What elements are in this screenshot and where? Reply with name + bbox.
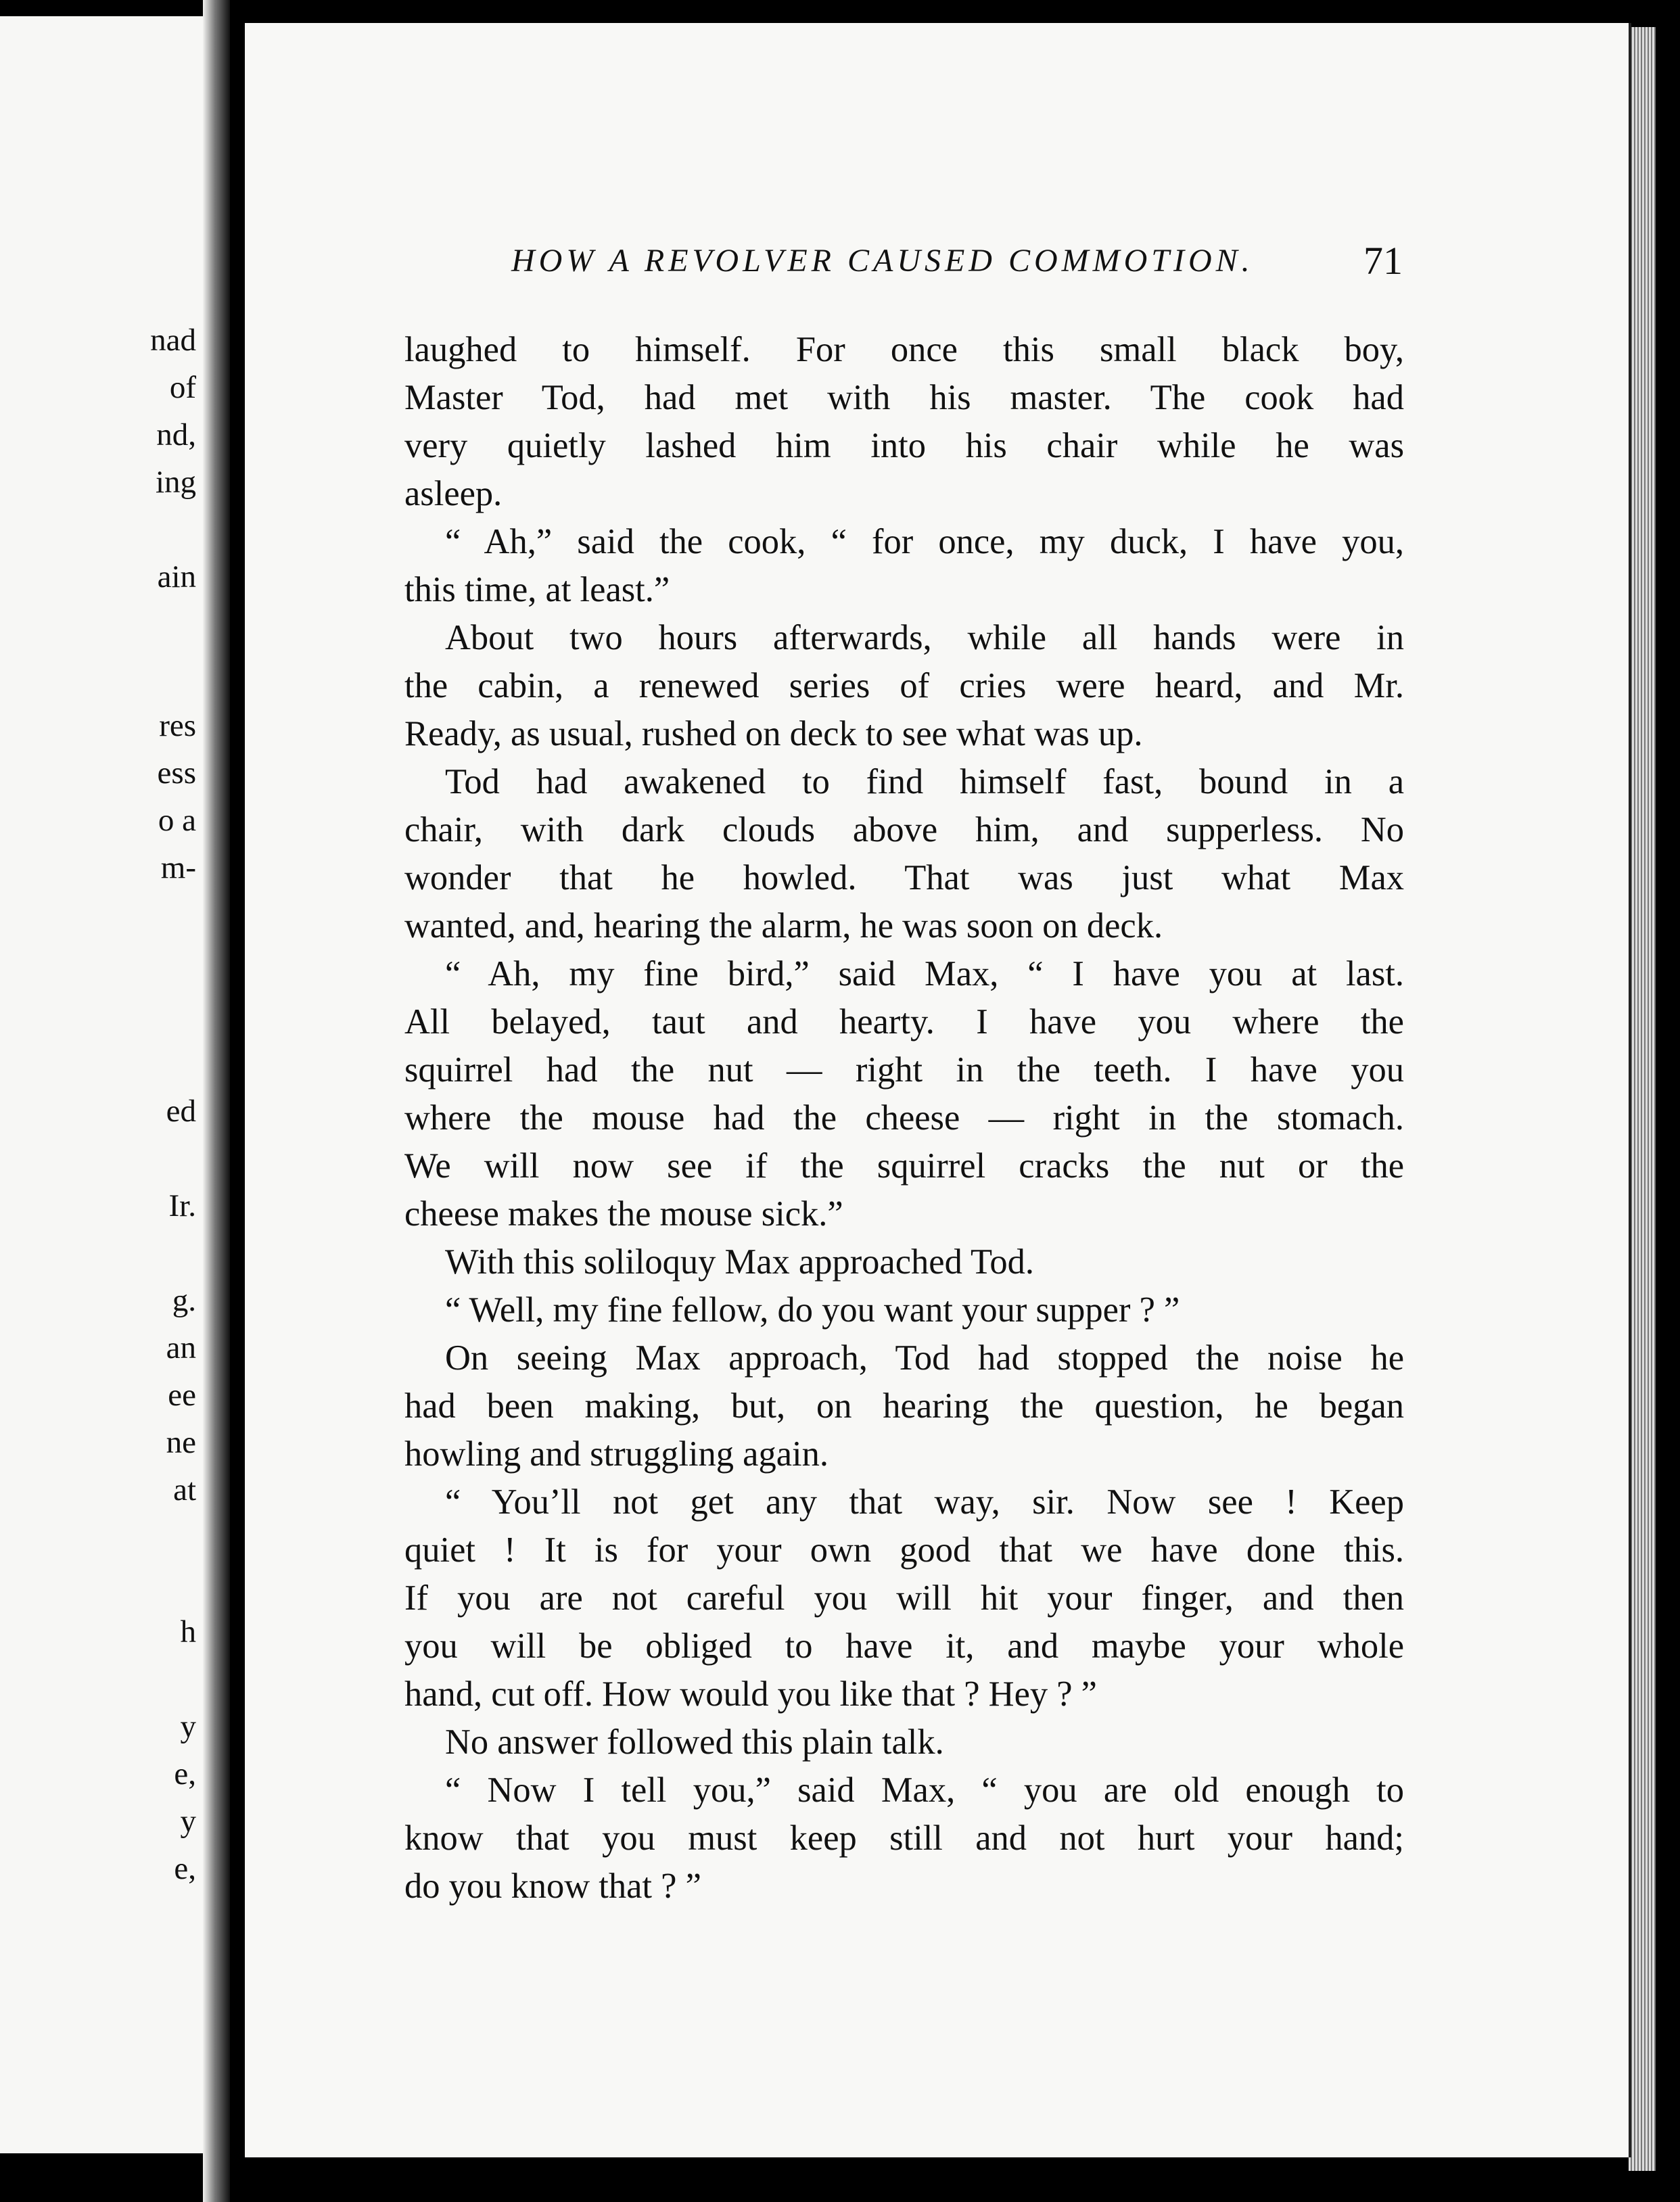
previous-page-text-fragment: Ir. xyxy=(168,1188,196,1223)
text-line: “ Ah, my fine bird,” said Max, “ I have you at last. xyxy=(445,954,1404,993)
text-line: wanted, and, hearing the alarm, he was soon on deck. xyxy=(404,906,1163,945)
previous-page-text-fragment: y xyxy=(180,1709,196,1744)
page-edges xyxy=(1629,27,1656,2171)
text-line: asleep. xyxy=(404,474,503,513)
text-line: With this soliloquy Max approached Tod. xyxy=(445,1242,1035,1282)
text-line: very quietly lashed him into his chair while he was xyxy=(404,426,1404,465)
text-line: hand, cut off. How would you like that ? Hey ? ” xyxy=(404,1674,1097,1714)
previous-page-text-fragment: m- xyxy=(160,850,196,885)
previous-page-text-fragment: ess xyxy=(157,755,196,791)
previous-page-text-fragment: ain xyxy=(157,559,196,594)
text-line: do you know that ? ” xyxy=(404,1867,701,1906)
text-line: No answer followed this plain talk. xyxy=(445,1723,944,1762)
text-line: howling and struggling again. xyxy=(404,1434,829,1474)
previous-page-text-fragment: res xyxy=(159,708,196,743)
text-line: Master Tod, had met with his master. The cook had xyxy=(404,378,1404,417)
text-line: chair, with dark clouds above him, and supperless. No xyxy=(404,810,1404,849)
text-line: where the mouse had the cheese — right in the stomach. xyxy=(404,1098,1404,1138)
previous-page-text-fragment: nd, xyxy=(156,417,196,452)
text-line: Tod had awakened to find himself fast, bound in a xyxy=(445,762,1404,801)
previous-page-text-fragment: e, xyxy=(174,1851,196,1886)
previous-page-text-fragment: y xyxy=(180,1804,196,1839)
previous-page-text-fragment: at xyxy=(173,1472,196,1507)
text-line: About two hours afterwards, while all hands were in xyxy=(445,618,1404,657)
previous-page-text-fragment: nad xyxy=(150,323,196,358)
page-number: 71 xyxy=(1363,239,1403,283)
text-line: We will now see if the squirrel cracks the nut or the xyxy=(404,1146,1404,1186)
text-line: “ Now I tell you,” said Max, “ you are old enough to xyxy=(445,1771,1404,1810)
text-line: the cabin, a renewed series of cries were heard, and Mr. xyxy=(404,666,1404,705)
text-line: “ You’ll not get any that way, sir. Now see ! Keep xyxy=(445,1482,1404,1522)
book-gutter xyxy=(203,0,230,2202)
text-line: this time, at least.” xyxy=(404,570,670,609)
previous-page-text-fragment: g. xyxy=(172,1283,196,1318)
previous-page-text-fragment: ne xyxy=(166,1425,196,1460)
text-line: wonder that he howled. That was just what Max xyxy=(404,858,1404,897)
body-text xyxy=(404,326,1404,1911)
running-head: HOW A REVOLVER CAUSED COMMOTION. xyxy=(511,243,1254,279)
previous-page-text-fragment: ing xyxy=(155,465,196,500)
previous-page-text-fragment: ed xyxy=(166,1094,196,1129)
text-line: laughed to himself. For once this small black boy, xyxy=(404,330,1404,369)
text-line: you will be obliged to have it, and maybe your whole xyxy=(404,1626,1404,1666)
previous-page-text-fragment: an xyxy=(166,1330,196,1365)
previous-page-text-fragment: o a xyxy=(158,803,196,838)
text-line: “ Well, my fine fellow, do you want your supper ? ” xyxy=(445,1290,1180,1330)
previous-page-text-fragment: of xyxy=(169,370,196,405)
previous-page-text-fragment: e, xyxy=(174,1756,196,1791)
text-line: had been making, but, on hearing the question, he began xyxy=(404,1386,1404,1426)
text-line: know that you must keep still and not hurt your hand; xyxy=(404,1819,1404,1858)
text-line: cheese makes the mouse sick.” xyxy=(404,1194,843,1234)
text-line: If you are not careful you will hit your finger, and then xyxy=(404,1578,1404,1618)
previous-page-fragment xyxy=(0,16,227,2153)
text-line: squirrel had the nut — right in the teeth. I have you xyxy=(404,1050,1404,1090)
text-line: All belayed, taut and hearty. I have you where the xyxy=(404,1002,1404,1041)
previous-page-text-fragment: ee xyxy=(168,1378,196,1413)
text-line: quiet ! It is for your own good that we have done this. xyxy=(404,1530,1404,1570)
text-line: Ready, as usual, rushed on deck to see what was up. xyxy=(404,714,1143,753)
text-line: On seeing Max approach, Tod had stopped the noise he xyxy=(445,1338,1404,1378)
previous-page-text-fragment: h xyxy=(180,1614,196,1649)
text-line: “ Ah,” said the cook, “ for once, my duck, I have you, xyxy=(445,522,1404,561)
